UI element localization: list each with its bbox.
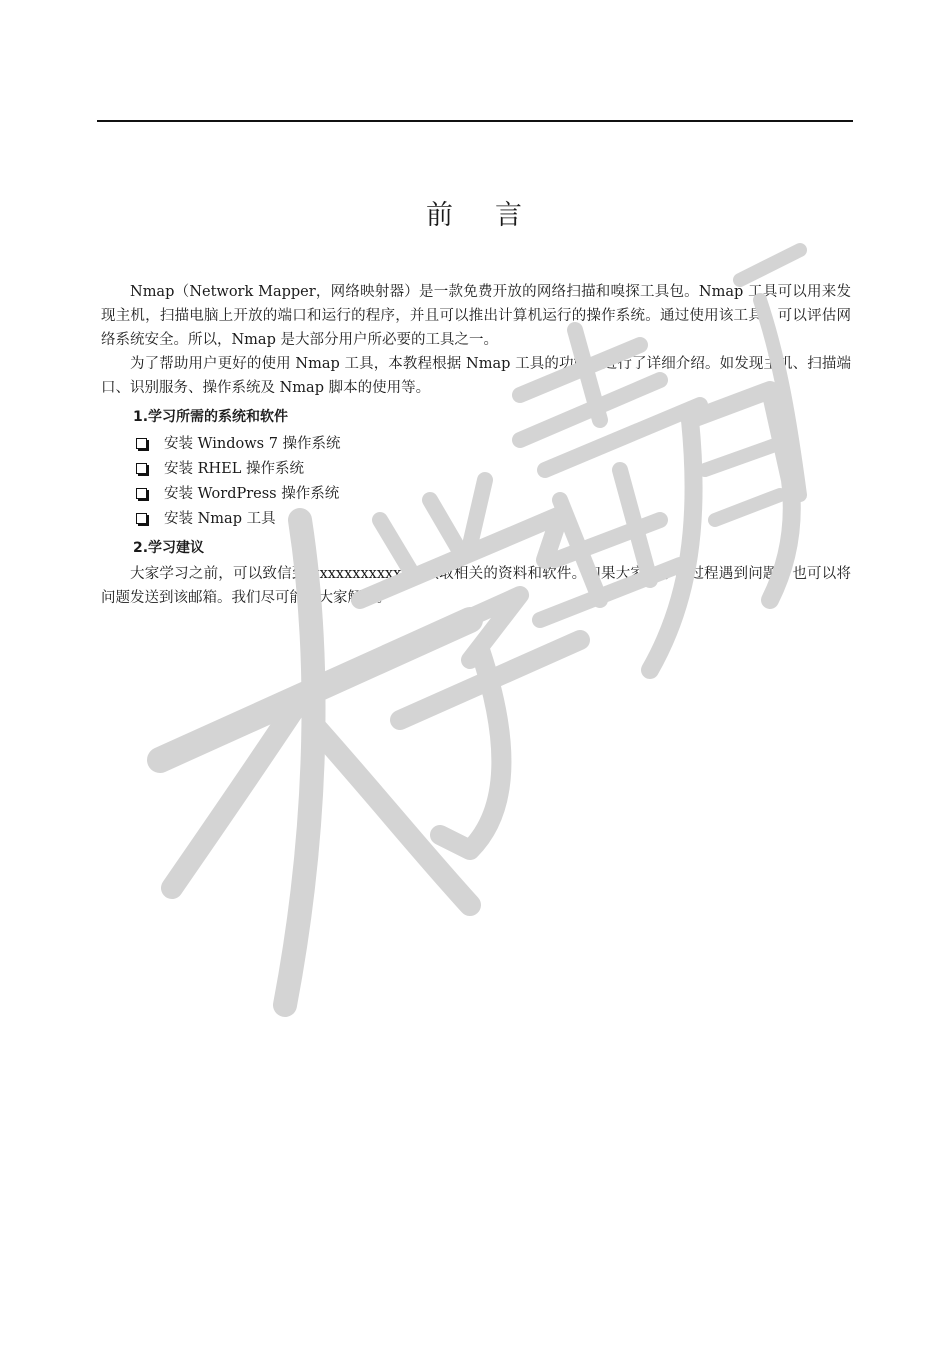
checkbox-bullet-icon <box>136 438 147 449</box>
intro-paragraph-1: Nmap（Network Mapper，网络映射器）是一款免费开放的网络扫描和嗅探工具包。Nmap 工具可以用来发现主机，扫描电脑上开放的端口和运行的程序，并且可以推出计算机运行的操作系统。通过使用该工具，可以评估网络系统安全。所以，Nmap 是大部分用户所必要的工具之一。 <box>101 284 851 348</box>
document-body <box>101 280 851 610</box>
checkbox-bullet-icon <box>136 513 147 524</box>
section-2-paragraph: 大家学习之前，可以致信到 xxxxxxxxxxxx，获取相关的资料和软件。如果大家在学习过程遇到问题，也可以将问题发送到该邮箱。我们尽可能给大家解决。 <box>101 566 851 606</box>
intro-paragraph-2: 为了帮助用户更好的使用 Nmap 工具，本教程根据 Nmap 工具的功能，进行了详细介绍。如发现主机、扫描端口、识别服务、操作系统及 Nmap 脚本的使用等。 <box>101 356 851 396</box>
list-item: 安装 Windows 7 操作系统 <box>134 431 851 456</box>
list-item: 安装 WordPress 操作系统 <box>134 481 851 506</box>
page-title <box>0 193 950 232</box>
checkbox-bullet-icon <box>136 488 147 499</box>
section-1-heading: 1.学习所需的系统和软件 <box>133 409 289 425</box>
checkbox-bullet-icon <box>136 463 147 474</box>
section-2-heading: 2.学习建议 <box>133 540 205 556</box>
list-item: 安装 RHEL 操作系统 <box>134 456 851 481</box>
requirements-list <box>134 431 851 531</box>
title-char-right: 言 <box>495 200 524 231</box>
title-char-left: 前 <box>426 200 455 231</box>
list-item: 安装 Nmap 工具 <box>134 506 851 531</box>
header-rule <box>97 120 853 122</box>
